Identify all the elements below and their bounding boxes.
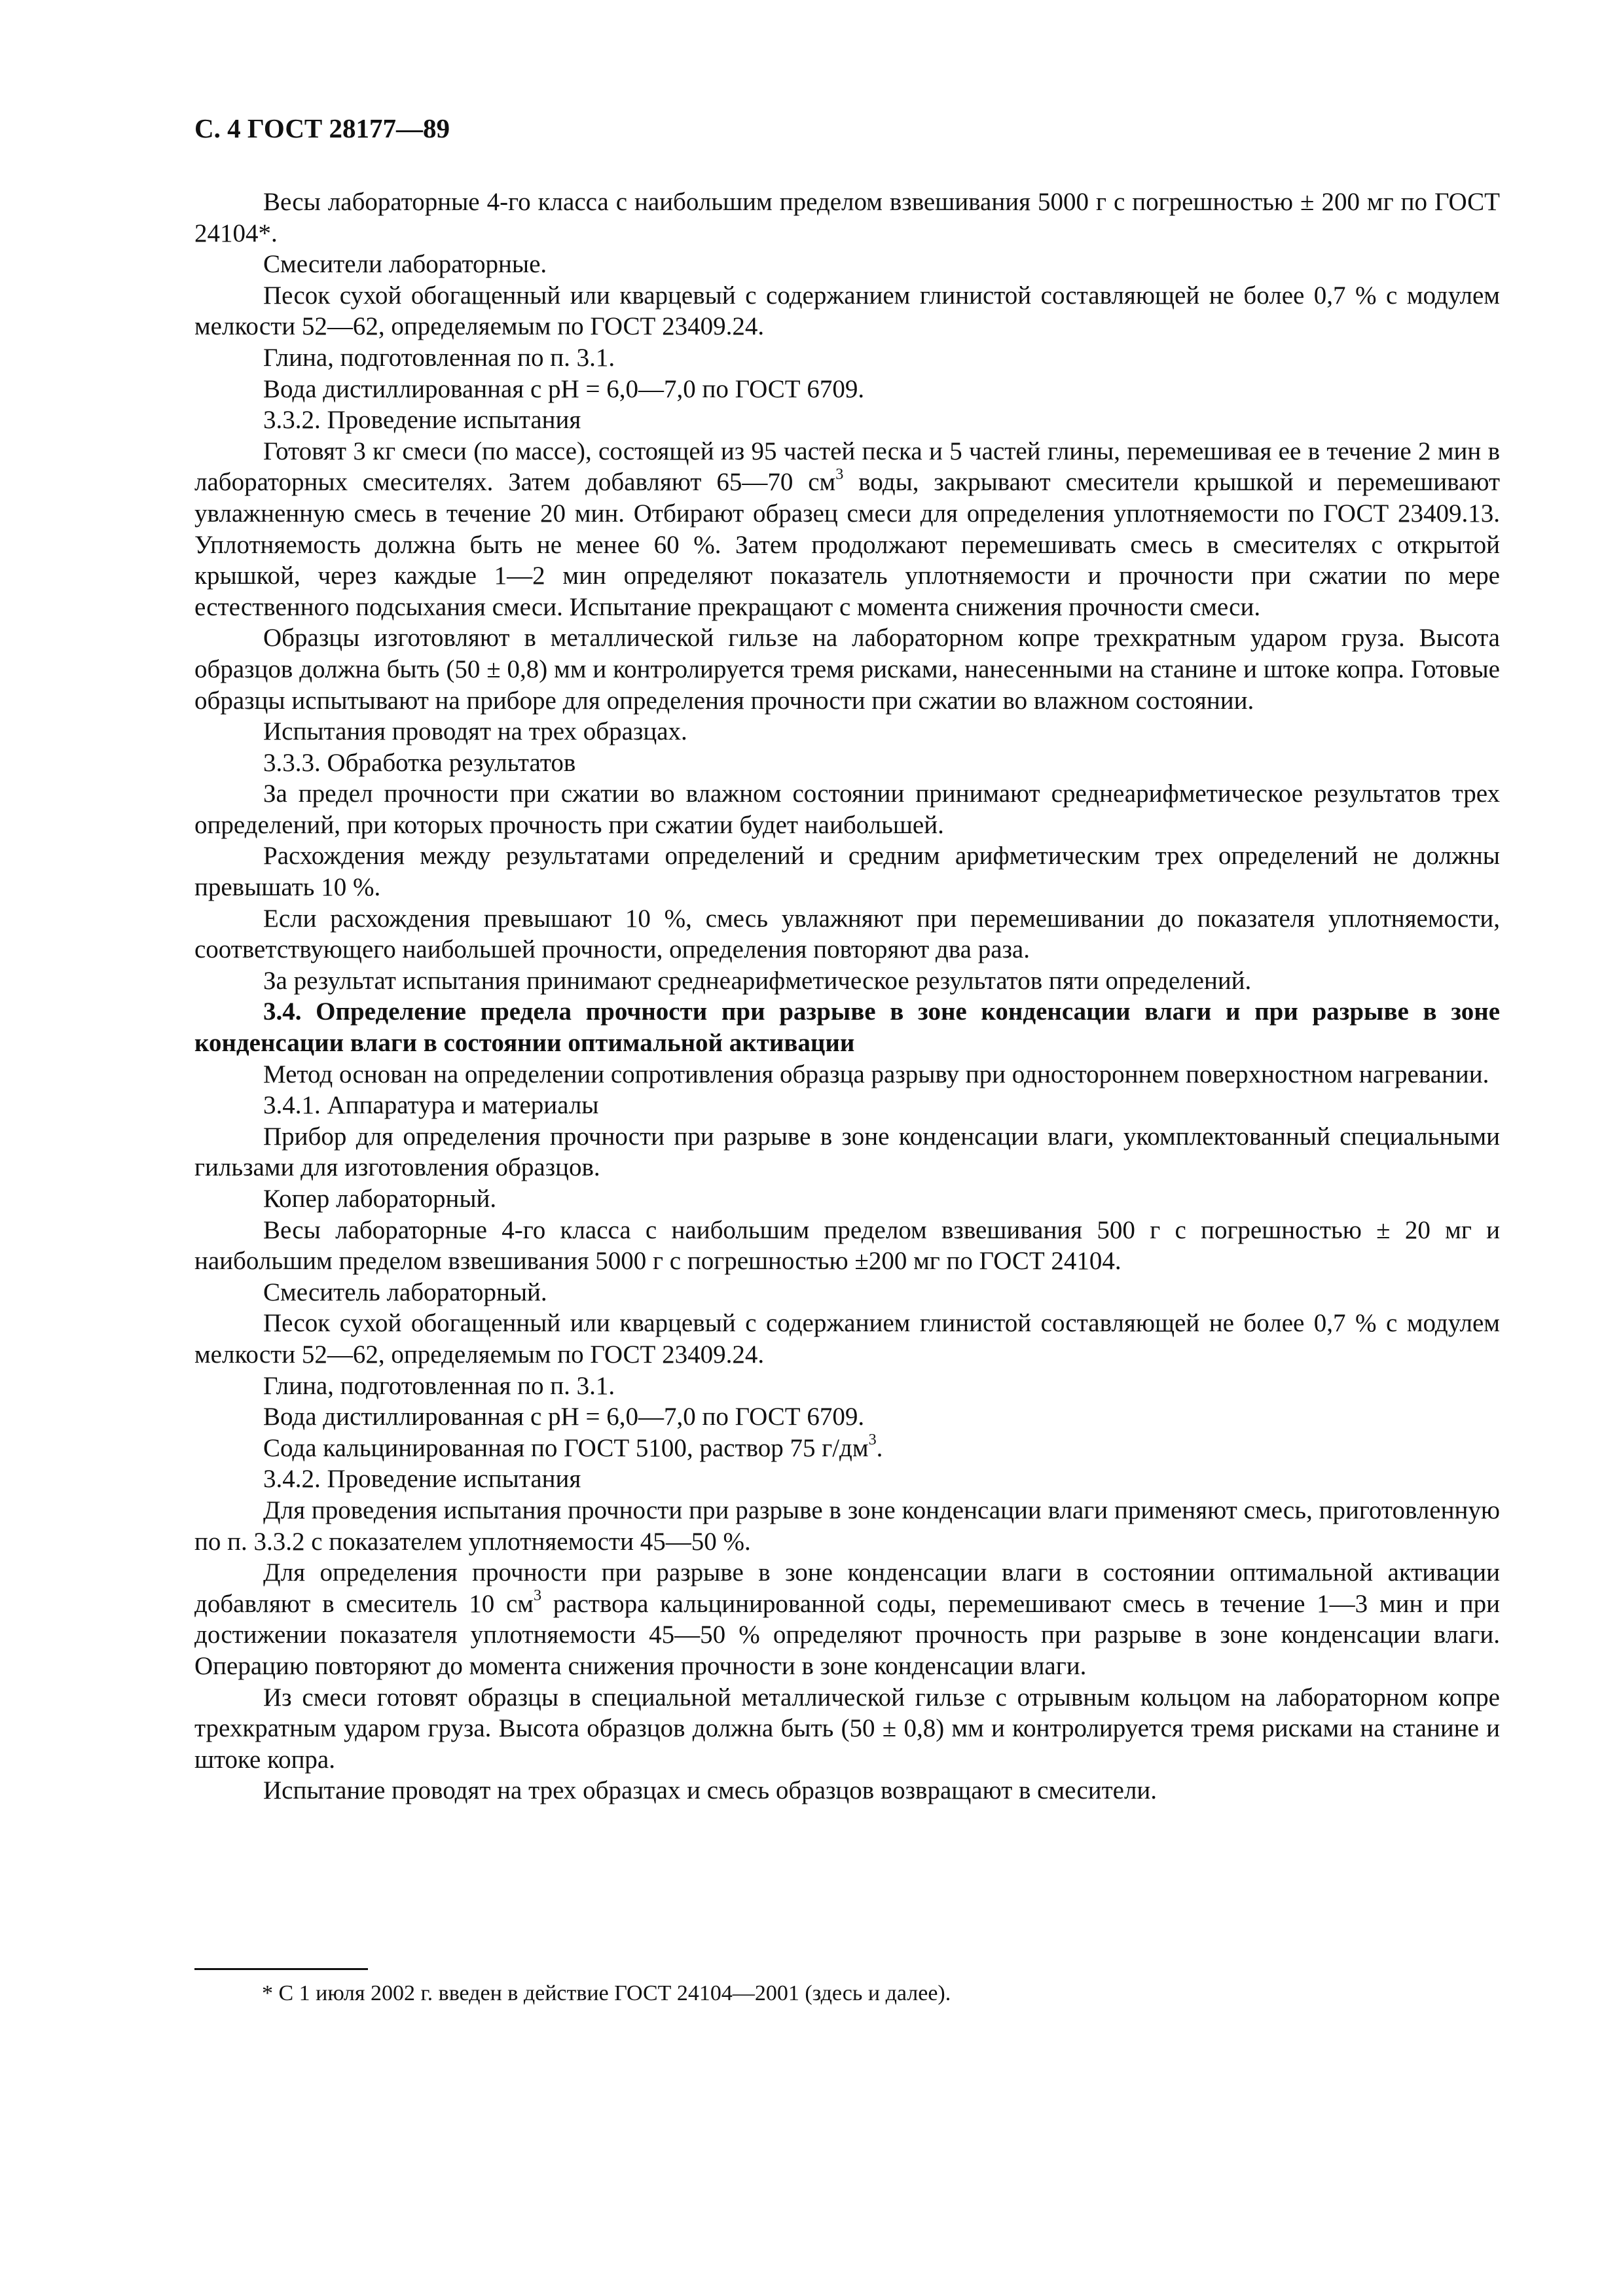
paragraph xyxy=(194,280,1500,342)
paragraph-text: Из смеси готовят образцы в специальной металлической гильзе с отрывным кольцом на лабораторном копре трехкратным ударом груза. Высота образцов должна быть (50 ± 0,8) мм и контролируется тремя рисками на станине и штоке копра. xyxy=(194,1683,1500,1774)
paragraph-text: Расхождения между результатами определений и средним арифметическим трех определений не должны превышать 10 %. xyxy=(194,842,1500,902)
paragraph xyxy=(194,747,1500,779)
document-body xyxy=(194,187,1500,1806)
page-header: С. 4 ГОСТ 28177—89 xyxy=(194,113,450,143)
paragraph xyxy=(194,1775,1500,1806)
paragraph-text: Сода кальцинированная по ГОСТ 5100, раствор 75 г/дм xyxy=(263,1433,869,1462)
paragraph-text: 3.4. Определение предела прочности при разрыве в зоне конденсации влаги и при разрыве в зоне конденсации влаги в состоянии оптимальной активации xyxy=(194,997,1500,1058)
paragraph xyxy=(194,1183,1500,1215)
paragraph-text: Смесители лабораторные. xyxy=(263,250,547,279)
paragraph-text: Весы лабораторные 4-го класса с наибольшим пределом взвешивания 5000 г с погрешностью ± 200 мг по ГОСТ 24104*. xyxy=(194,188,1500,247)
superscript: 3 xyxy=(868,1431,877,1449)
paragraph xyxy=(194,249,1500,280)
paragraph xyxy=(194,436,1500,623)
paragraph xyxy=(194,374,1500,405)
paragraph-text: Копер лабораторный. xyxy=(263,1185,497,1213)
paragraph-text: Испытание проводят на трех образцах и смесь образцов возвращают в смесители. xyxy=(263,1776,1158,1805)
paragraph xyxy=(194,1463,1500,1495)
paragraph xyxy=(194,1433,1500,1464)
paragraph xyxy=(194,1090,1500,1121)
paragraph-text: Весы лабораторные 4-го класса с наибольшим пределом взвешивания 500 г с погрешностью ± 20 мг и наибольшим пределом взвешивания 5000 г с погрешностью ±200 мг по ГОСТ 24104. xyxy=(194,1215,1500,1276)
paragraph xyxy=(194,778,1500,840)
paragraph xyxy=(194,1371,1500,1402)
paragraph-text: Готовят 3 кг смеси (по массе), состоящей из 95 частей песка и 5 частей глины, перемешивая ее в течение 2 мин в лабораторных смесителях. Затем добавляют 65—70 см xyxy=(194,437,1500,497)
paragraph xyxy=(194,1495,1500,1557)
superscript: 3 xyxy=(835,465,844,483)
paragraph-text-continued: раствора кальцинированной соды, перемешивают смесь в течение 1—3 мин и при достижении показателя уплотняемости 45—50 % определяют прочность при разрыве в зоне конденсации влаги. Операцию повторяют до момента снижения прочности в зоне конденсации влаги. xyxy=(194,1589,1500,1680)
paragraph xyxy=(194,187,1500,249)
paragraph xyxy=(194,342,1500,374)
paragraph xyxy=(194,965,1500,997)
paragraph xyxy=(194,1277,1500,1308)
paragraph-text: За результат испытания принимают среднеарифметическое результатов пяти определений. xyxy=(263,966,1252,995)
superscript: 3 xyxy=(533,1587,542,1605)
paragraph xyxy=(194,903,1500,965)
paragraph xyxy=(194,1308,1500,1370)
paragraph xyxy=(194,1059,1500,1090)
paragraph-text: Глина, подготовленная по п. 3.1. xyxy=(263,343,615,372)
paragraph-text: Образцы изготовляют в металлической гильзе на лабораторном копре трехкратным ударом груза. Высота образцов должна быть (50 ± 0,8) мм и контролируется тремя рисками, нанесенными на станине и штоке копра. Готовые образцы испытывают на приборе для определения прочности при сжатии во влажном состоянии. xyxy=(194,624,1500,715)
paragraph-text: Метод основан на определении сопротивления образца разрыву при одностороннем поверхностном нагревании. xyxy=(263,1060,1489,1088)
paragraph-text: Вода дистиллированная с pH = 6,0—7,0 по ГОСТ 6709. xyxy=(263,374,865,403)
paragraph xyxy=(194,1215,1500,1277)
paragraph-text: Песок сухой обогащенный или кварцевый с содержанием глинистой составляющей не более 0,7 % с модулем мелкости 52—62, определяемым по ГОСТ 23409.24. xyxy=(194,281,1500,341)
paragraph xyxy=(194,1557,1500,1681)
paragraph-text: Если расхождения превышают 10 %, смесь увлажняют при перемешивании до показателя уплотняемости, соответствующего наибольшей прочности, определения повторяют два раза. xyxy=(194,904,1500,964)
paragraph-text: За предел прочности при сжатии во влажном состоянии принимают среднеарифметическое результатов трех определений, при которых прочность при сжатии будет наибольшей. xyxy=(194,780,1500,839)
paragraph-text: 3.3.2. Проведение испытания xyxy=(263,406,581,435)
paragraph-text: Испытания проводят на трех образцах. xyxy=(263,717,687,746)
paragraph xyxy=(194,1121,1500,1183)
paragraph-text: Прибор для определения прочности при разрыве в зоне конденсации влаги, укомплектованный специальными гильзами для изготовления образцов. xyxy=(194,1122,1500,1182)
paragraph-text: Для проведения испытания прочности при разрыве в зоне конденсации влаги применяют смесь, приготовленную по п. 3.3.2 с показателем уплотняемости 45—50 %. xyxy=(194,1496,1500,1556)
paragraph xyxy=(194,840,1500,903)
paragraph-text: 3.4.1. Аппаратура и материалы xyxy=(263,1091,599,1120)
paragraph-text-continued: воды, закрывают смесители крышкой и перемешивают увлажненную смесь в течение 20 мин. Отбирают образец смеси для определения уплотняемости по ГОСТ 23409.13. Уплотняемость должна быть не менее 60 %. Затем продолжают перемешивать смесь в смесителях с открытой крышкой, через каждые 1—2 мин определяют показатель уплотняемости и прочности при сжатии по мере естественного подсыхания смеси. Испытание прекращают с момента снижения прочности смеси. xyxy=(194,468,1500,621)
footnote: * С 1 июля 2002 г. введен в действие ГОСТ 24104—2001 (здесь и далее). xyxy=(262,1981,951,2005)
paragraph xyxy=(194,1682,1500,1776)
section-heading xyxy=(194,996,1500,1058)
paragraph-text: Смеситель лабораторный. xyxy=(263,1278,547,1306)
paragraph-text: Для определения прочности при разрыве в зоне конденсации влаги в состоянии оптимальной активации добавляют в смеситель 10 см xyxy=(194,1558,1500,1618)
paragraph-text: 3.4.2. Проведение испытания xyxy=(263,1465,581,1494)
paragraph xyxy=(194,1401,1500,1433)
paragraph-text: 3.3.3. Обработка результатов xyxy=(263,748,576,777)
paragraph xyxy=(194,404,1500,436)
paragraph-text: Вода дистиллированная с pH = 6,0—7,0 по ГОСТ 6709. xyxy=(263,1403,865,1431)
paragraph-text: Глина, подготовленная по п. 3.1. xyxy=(263,1371,615,1400)
paragraph-text-continued: . xyxy=(876,1433,883,1462)
paragraph xyxy=(194,622,1500,716)
paragraph-text: Песок сухой обогащенный или кварцевый с содержанием глинистой составляющей не более 0,7 % с модулем мелкости 52—62, определяемым по ГОСТ 23409.24. xyxy=(194,1309,1500,1369)
paragraph xyxy=(194,716,1500,747)
footnote-separator xyxy=(194,1968,368,1970)
